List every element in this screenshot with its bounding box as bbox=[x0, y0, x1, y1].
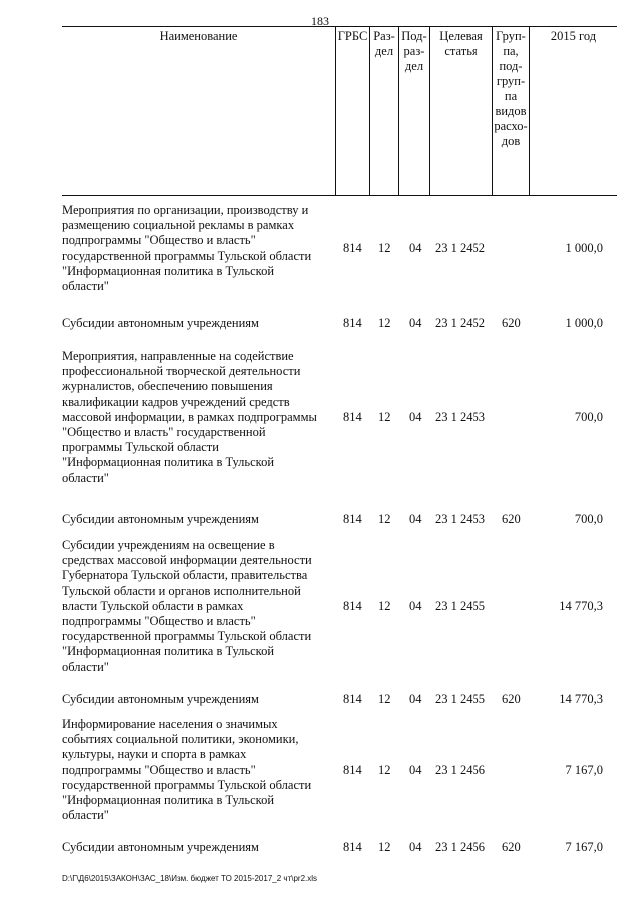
target-cell: 23 1 2452 bbox=[435, 241, 485, 255]
row-name-line: квалификации кадров учреждений средств bbox=[62, 394, 290, 409]
amount-cell: 7 167,0 bbox=[565, 840, 603, 854]
header-podrazdel-line: Под- bbox=[401, 29, 427, 43]
row-name-line: средствах массовой информации деятельности bbox=[62, 553, 312, 568]
row-name-line: профессиональной творческой деятельности bbox=[62, 364, 301, 379]
table-row bbox=[62, 316, 617, 331]
grbs-cell: 814 bbox=[343, 409, 362, 424]
podrazdel-cell: 04 bbox=[409, 512, 422, 526]
header-grbs bbox=[336, 27, 370, 195]
row-name-line: подпрограммы "Общество и власть" bbox=[62, 233, 256, 248]
header-grbs-label: ГРБС bbox=[337, 29, 368, 43]
grbs-cell: 814 bbox=[343, 598, 362, 613]
header-target-line: статья bbox=[444, 44, 478, 58]
razdel-cell: 12 bbox=[378, 512, 391, 526]
header-group-line: Груп- bbox=[496, 29, 526, 43]
razdel-cell: 12 bbox=[378, 762, 391, 777]
podrazdel-cell: 04 bbox=[409, 409, 422, 424]
row-name-line: государственной программы Тульской области bbox=[62, 248, 312, 263]
amount-cell: 1 000,0 bbox=[565, 316, 603, 330]
row-name bbox=[62, 512, 332, 527]
table-row bbox=[62, 538, 617, 675]
row-name-line: Информирование населения о значимых bbox=[62, 717, 278, 731]
header-group-line: па bbox=[504, 89, 518, 103]
podrazdel-cell: 04 bbox=[409, 316, 422, 330]
target-cell: 23 1 2455 bbox=[435, 598, 485, 613]
header-razdel-line: дел bbox=[374, 44, 394, 58]
header-podrazdel-line: дел bbox=[404, 59, 424, 73]
razdel-cell: 12 bbox=[378, 840, 391, 854]
row-name-line: власти Тульской области в рамках bbox=[62, 598, 244, 613]
row-name-line: Субсидии автономным учреждениям bbox=[62, 316, 259, 330]
header-name bbox=[62, 27, 336, 195]
row-name-line: культуры, науки и спорта в рамках bbox=[62, 747, 247, 762]
row-name-line: подпрограммы "Общество и власть" bbox=[62, 762, 256, 777]
header-year bbox=[530, 27, 617, 195]
header-podrazdel bbox=[399, 27, 430, 195]
row-name-line: Субсидии автономным учреждениям bbox=[62, 840, 259, 854]
header-group-line: па, bbox=[503, 44, 519, 58]
group-cell: 620 bbox=[502, 316, 521, 330]
header-razdel bbox=[370, 27, 399, 195]
row-name bbox=[62, 692, 332, 707]
row-name-line: области" bbox=[62, 808, 109, 823]
podrazdel-cell: 04 bbox=[409, 692, 422, 706]
group-cell: 620 bbox=[502, 512, 521, 526]
header-group-line: дов bbox=[501, 134, 521, 148]
row-name-line: "Информационная политика в Тульской bbox=[62, 263, 275, 278]
grbs-cell: 814 bbox=[343, 316, 362, 330]
row-name-line: Субсидии автономным учреждениям bbox=[62, 692, 259, 706]
row-name bbox=[62, 349, 332, 486]
target-cell: 23 1 2456 bbox=[435, 762, 485, 777]
header-group bbox=[493, 27, 530, 195]
grbs-cell: 814 bbox=[343, 762, 362, 777]
row-name bbox=[62, 538, 332, 675]
podrazdel-cell: 04 bbox=[409, 840, 422, 854]
razdel-cell: 12 bbox=[378, 241, 391, 255]
row-name-line: размещению социальной рекламы в рамках bbox=[62, 218, 295, 233]
row-name-line: "Информационная политика в Тульской bbox=[62, 455, 275, 470]
target-cell: 23 1 2453 bbox=[435, 409, 485, 424]
target-cell: 23 1 2452 bbox=[435, 316, 485, 330]
table-header bbox=[62, 26, 617, 196]
header-group-line: видов bbox=[495, 104, 527, 118]
table-row bbox=[62, 349, 617, 486]
header-target bbox=[430, 27, 493, 195]
header-razdel-line: Раз- bbox=[373, 29, 395, 43]
podrazdel-cell: 04 bbox=[409, 241, 422, 255]
row-name-line: области" bbox=[62, 470, 109, 485]
row-name-line: государственной программы Тульской области bbox=[62, 777, 312, 792]
row-name bbox=[62, 316, 332, 331]
row-name-line: Тульской области и органов исполнительной bbox=[62, 583, 301, 598]
row-name-line: "Информационная политика в Тульской bbox=[62, 793, 275, 808]
amount-cell: 14 770,3 bbox=[559, 692, 603, 706]
grbs-cell: 814 bbox=[343, 512, 362, 526]
razdel-cell: 12 bbox=[378, 409, 391, 424]
amount-cell: 7 167,0 bbox=[565, 762, 603, 777]
row-name-line: подпрограммы "Общество и власть" bbox=[62, 614, 256, 629]
row-name-line: Мероприятия, направленные на содействие bbox=[62, 349, 294, 363]
table-row bbox=[62, 717, 617, 823]
row-name bbox=[62, 840, 332, 855]
group-cell: 620 bbox=[502, 692, 521, 706]
row-name bbox=[62, 203, 332, 294]
razdel-cell: 12 bbox=[378, 316, 391, 330]
razdel-cell: 12 bbox=[378, 692, 391, 706]
row-name-line: Субсидии автономным учреждениям bbox=[62, 512, 259, 526]
grbs-cell: 814 bbox=[343, 241, 362, 255]
row-name-line: "Информационная политика в Тульской bbox=[62, 644, 275, 659]
row-name-line: программы Тульской области bbox=[62, 440, 219, 455]
target-cell: 23 1 2455 bbox=[435, 692, 485, 706]
row-name-line: Субсидии учреждениям на освещение в bbox=[62, 538, 275, 552]
razdel-cell: 12 bbox=[378, 598, 391, 613]
header-group-line: расхо- bbox=[494, 119, 528, 133]
row-name-line: государственной программы Тульской области bbox=[62, 629, 312, 644]
row-name-line: массовой информации, в рамках подпрограммы bbox=[62, 409, 317, 424]
amount-cell: 1 000,0 bbox=[565, 241, 603, 255]
amount-cell: 700,0 bbox=[574, 409, 603, 424]
target-cell: 23 1 2456 bbox=[435, 840, 485, 854]
row-name-line: журналистов, обеспечению повышения bbox=[62, 379, 273, 394]
amount-cell: 14 770,3 bbox=[559, 598, 603, 613]
file-path-footer: D:\Г\Д6\2015\ЗАКОН\ЗАС_18\Изм. бюджет ТО 2015-2017_2 чт\pr2.xls bbox=[62, 874, 318, 883]
row-name-line: Мероприятия по организации, производству и bbox=[62, 203, 309, 217]
amount-cell: 700,0 bbox=[574, 512, 603, 526]
header-group-line: груп- bbox=[496, 74, 526, 88]
table-row bbox=[62, 692, 617, 707]
header-podrazdel-line: раз- bbox=[403, 44, 425, 58]
target-cell: 23 1 2453 bbox=[435, 512, 485, 526]
row-name bbox=[62, 717, 332, 823]
row-name-line: событиях социальной политики, экономики, bbox=[62, 732, 299, 747]
grbs-cell: 814 bbox=[343, 840, 362, 854]
row-name-line: области" bbox=[62, 279, 109, 294]
podrazdel-cell: 04 bbox=[409, 598, 422, 613]
group-cell: 620 bbox=[502, 840, 521, 854]
header-year-label: 2015 год bbox=[550, 29, 597, 43]
table-row bbox=[62, 203, 617, 294]
header-target-line: Целевая bbox=[439, 29, 483, 43]
row-name-line: "Общество и власть" государственной bbox=[62, 425, 266, 440]
podrazdel-cell: 04 bbox=[409, 762, 422, 777]
header-name-label: Наименование bbox=[159, 29, 238, 43]
table-row bbox=[62, 512, 617, 527]
header-group-line: под- bbox=[499, 59, 523, 73]
grbs-cell: 814 bbox=[343, 692, 362, 706]
table-row bbox=[62, 840, 617, 855]
row-name-line: области" bbox=[62, 659, 109, 674]
row-name-line: Губернатора Тульской области, правительства bbox=[62, 568, 308, 583]
page-number: 183 bbox=[311, 14, 329, 28]
